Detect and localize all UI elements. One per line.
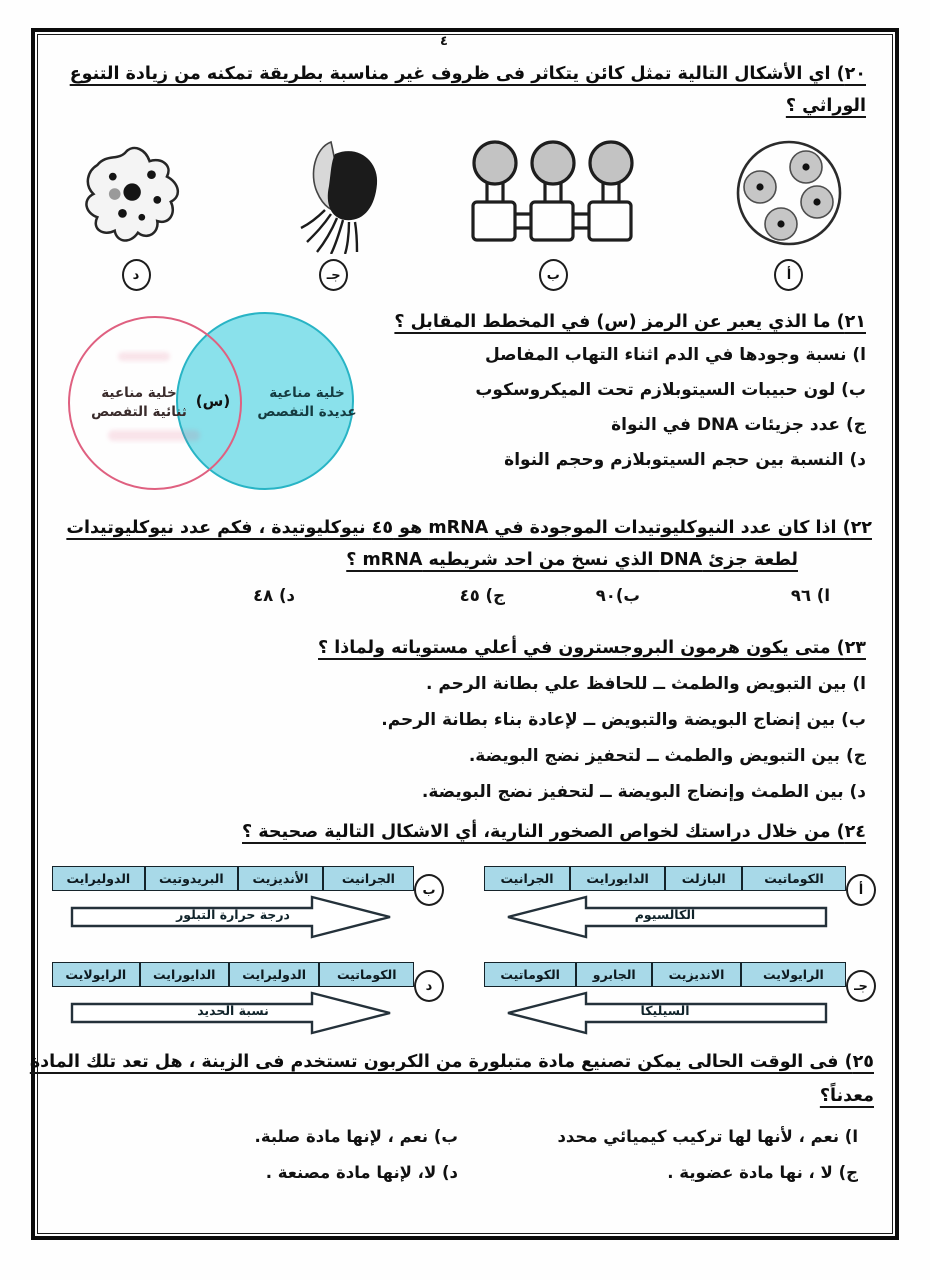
rock-cell: الدوليرايت [52,866,145,891]
rock-diagram-d [52,962,454,1038]
rock-diagram-d-body [52,962,414,1038]
rock-cell: الجابرو [576,962,652,987]
question-25-line2: معدناً؟ [819,1086,874,1106]
question-23-option-c: ج) بين التبويض والطمث ــ لتحفيز نضج البويضة. [468,746,866,766]
venn-diagram [56,308,386,508]
rock-cell: الرايولايت [741,962,846,987]
question-25-line1: ٢٥) فى الوقت الحالى يمكن تصنيع مادة متبلورة من الكربون تستخدم فى الزينة ، هل تعد تلك المادة [29,1052,874,1072]
arrow-label: درجة حرارة التبلور [176,907,290,922]
question-23-option-b: ب) بين إنضاج البويضة والتبويض ــ لإعادة بناء بطانة الرحم. [381,710,866,730]
rock-diagram-b-body [52,866,414,942]
question-22-option-c: ج) ٤٥ [459,586,505,605]
question-20-line2: الوراثي ؟ [785,96,866,116]
arrow-label: السيليكا [640,1003,690,1018]
question-23-heading: ٢٣) متى يكون هرمون البروجسترون في أعلي مستوياته ولماذا ؟ [318,638,866,658]
rock-diagram-a-cells [484,866,846,891]
arrow-label: نسبة الحديد [197,1003,269,1018]
question-25-options [72,1122,858,1188]
rock-diagram-b-cells [52,866,414,891]
question-20-figures-row [66,136,864,288]
arrow-label: الكالسيوم [634,907,696,922]
question-22-line1: ٢٢) اذا كان عدد النيوكليوتيدات الموجودة في mRNA هو ٤٥ نيوكليوتيدة ، فكم عدد نيوكليوتيدات [66,518,872,538]
venn-intersection-symbol: (س) [195,392,231,410]
question-21-option-b: ب) لون حبيبات السيتوبلازم تحت الميكروسكوب [475,380,866,400]
scan-bleed-artifact [118,352,170,361]
question-23 [306,638,866,810]
question-21 [346,312,866,478]
rock-diagram-c [484,962,886,1038]
venn-left-circle-label [80,384,198,422]
rock-cell: الكوماتيت [319,962,414,987]
page-number: ٤ [440,34,448,49]
rock-cell: الدايورايت [140,962,229,987]
amoeba-illustration [66,136,206,254]
rock-cell: الرايولايت [52,962,140,987]
rock-diagram-b-arrow [52,894,414,942]
rock-cell: الكوماتيت [742,866,846,891]
figure-option-d [66,136,206,291]
question-22-option-a: ا) ٩٦ [790,586,830,605]
question-23-option-a: ا) بين التبويض والطمث ــ للحافظ علي بطانة الرحم . [425,674,866,694]
figure-option-a [714,136,864,291]
rock-diagram-a-arrow [484,894,846,942]
question-25-option-d: د) لا، لإنها مادة مصنعة . [265,1163,458,1182]
venn-right-label-line2: عديدة التفصص [257,404,357,420]
rock-diagram-c-body [484,962,846,1038]
rock-diagram-c-cells [484,962,846,987]
rock-cell: الجرانيت [484,866,570,891]
question-20 [66,58,866,122]
question-21-heading: ٢١) ما الذي يعبر عن الرمز (س) في المخطط المقابل ؟ [394,312,866,332]
figure-d-letter-badge: د [122,259,151,291]
figure-c-letter-badge: جـ [319,259,348,291]
venn-right-label-line1: خلية مناعية [269,385,345,401]
rock-diagram-d-letter-badge: د [414,970,444,1002]
question-22-option-d: د) ٤٨ [253,586,295,605]
figure-option-c [275,136,393,291]
rock-cell: الأنديزيت [238,866,323,891]
question-24-heading: ٢٤) من خلال دراستك لخواص الصخور النارية، أي الاشكال التالية صحيحة ؟ [242,822,866,842]
rock-diagram-a [484,866,886,942]
rock-diagram-a-letter-badge: أ [846,874,876,906]
question-23-option-d: د) بين الطمث وإنضاج البويضة ــ لتحفيز نضج البويضة. [421,782,866,802]
rock-diagram-c-letter-badge: جـ [846,970,876,1002]
figure-b-letter-badge: ب [539,259,568,291]
rock-diagram-a-body [484,866,846,942]
figure-a-letter-badge: أ [774,259,803,291]
rock-cell: الدايورايت [570,866,665,891]
rock-diagram-d-arrow [52,990,414,1038]
spore-mass-illustration [275,136,393,254]
rock-cell: الكوماتيت [484,962,576,987]
scan-bleed-artifact [108,430,200,441]
rock-cell: البريدوتيت [145,866,238,891]
venn-left-label-line1: خلية مناعية [101,385,177,401]
budding-cells-illustration [461,136,645,254]
question-22-line2: لطعة جزئ DNA الذي نسخ من احد شريطيه mRNA ؟ [346,550,798,570]
rock-cell: البازلت [665,866,742,891]
question-21-option-a: ا) نسبة وجودها في الدم اثناء التهاب المفاصل [484,345,866,365]
question-22-option-b: ب)٩٠ [595,586,640,605]
question-21-option-c: ج) عدد جزيئات DNA في النواة [611,415,866,435]
venn-left-label-line2: ثنائية التفصص [91,404,187,420]
rock-diagram-d-cells [52,962,414,987]
question-21-option-d: د) النسبة بين حجم السيتوبلازم وحجم النواة [504,450,866,470]
rock-cell: الدوليرايت [229,962,320,987]
question-25-option-b: ب) نعم ، لإنها مادة صلبة. [254,1127,458,1146]
question-25-option-a: ا) نعم ، لأنها لها تركيب كيميائي محدد [557,1127,858,1146]
cells-in-circle-illustration [714,136,864,254]
question-25-option-c: ج) لا ، نها مادة عضوية . [667,1163,858,1182]
rock-cell: الجرانيت [323,866,414,891]
rock-cell: الانديزيت [652,962,741,987]
figure-option-b [461,136,645,291]
question-20-line1: ٢٠) اي الأشكال التالية تمثل كائن يتكاثر فى ظروف غير مناسبة بطريقة تمكنه من زيادة التنوع [69,64,866,84]
venn-right-circle-label [256,384,358,422]
rock-diagram-b-letter-badge: ب [414,874,444,906]
rock-diagram-c-arrow [484,990,846,1038]
rock-diagram-b [52,866,454,942]
